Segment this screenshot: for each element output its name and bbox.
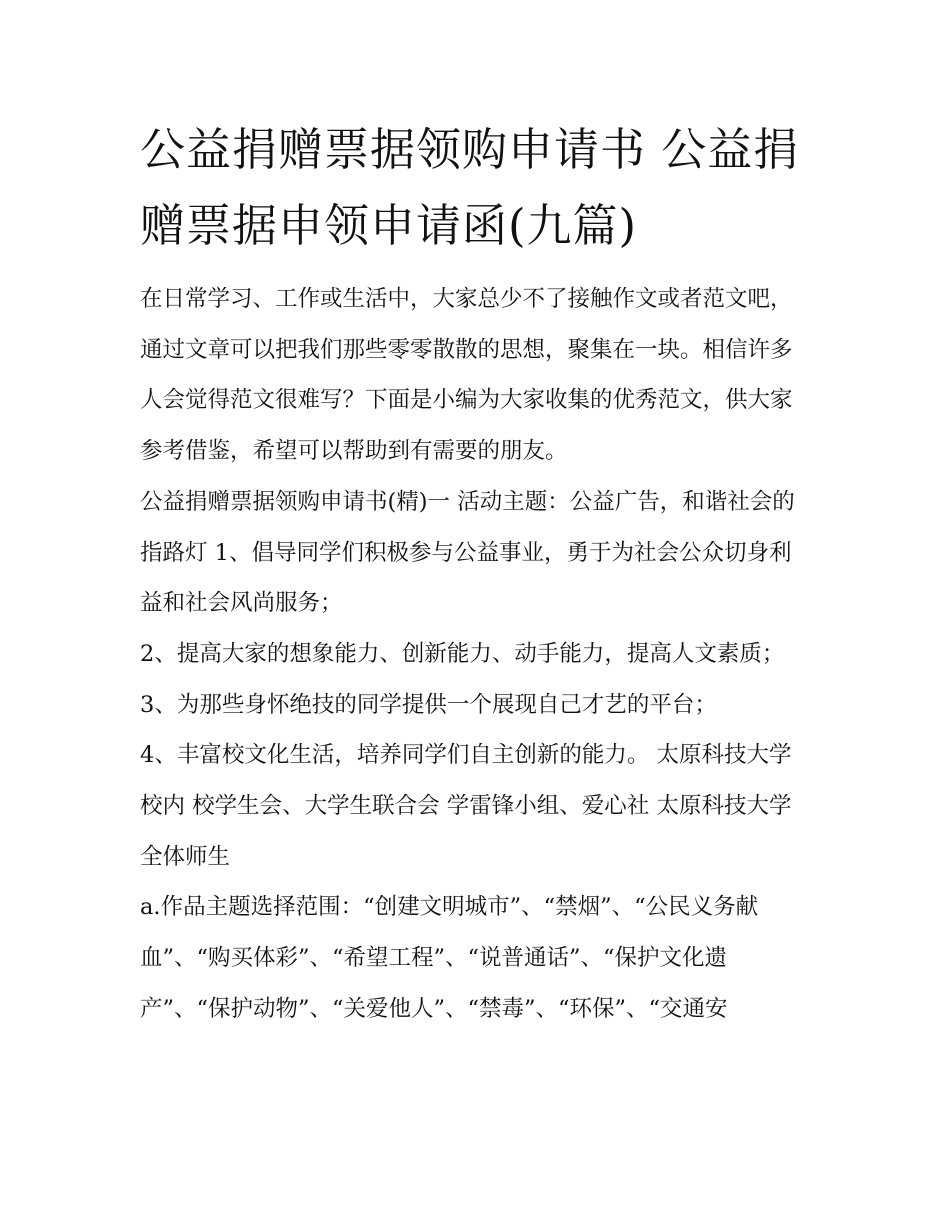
document-body (140, 274, 812, 1035)
paragraph-activity-theme: 公益捐赠票据领购申请书(精)一 活动主题：公益广告，和谐社会的指路灯 1、倡导同学们积极参与公益事业，勇于为社会公众切身利益和社会风尚服务； (140, 488, 795, 617)
paragraph-intro: 在日常学习、工作或生活中，大家总少不了接触作文或者范文吧，通过文章可以把我们那些零零散散的思想，聚集在一块。相信许多人会觉得范文很难写？下面是小编为大家收集的优秀范文，供大家参考借鉴，希望可以帮助到有需要的朋友。 (140, 286, 793, 465)
paragraph-culture: 4、丰富校文化生活，培养同学们自主创新的能力。 太原科技大学校内 校学生会、大学生联合会 学雷锋小组、爱心社 太原科技大学全体师生 (140, 742, 792, 870)
paragraph-topics: a.作品主题选择范围：“创建文明城市”、“禁烟”、“公民义务献血”、“购买体彩”、“希望工程”、“说普通话”、“保护文化遗产”、“保护动物”、“关爱他人”、“禁毒”、“环保”、“交通安 (140, 894, 759, 1022)
paragraph-goals: 2、提高大家的想象能力、创新能力、动手能力，提高人文素质； 3、为那些身怀绝技的同学提供一个展现自己才艺的平台； (140, 640, 785, 718)
document-title: 公益捐赠票据领购申请书 公益捐赠票据申领申请函(九篇) (140, 123, 800, 252)
document-page (140, 112, 812, 1035)
